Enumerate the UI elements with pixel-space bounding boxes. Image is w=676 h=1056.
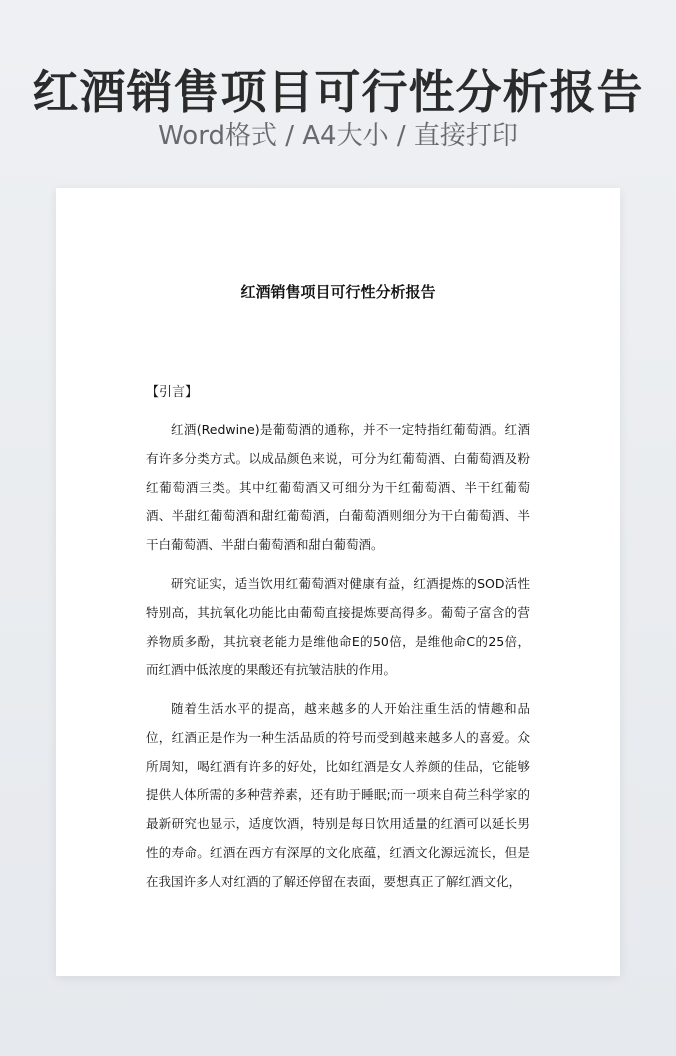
- paragraph: 随着生活水平的提高，越来越多的人开始注重生活的情趣和品位，红酒正是作为一种生活品质的符号而受到越来越多人的喜爱。众所周知，喝红酒有许多的好处，比如红酒是女人养颜的佳品，它能够提供人体所需的多种营养素，还有助于睡眠;而一项来自荷兰科学家的最新研究也显示，适度饮酒，特别是每日饮用适量的红酒可以延长男性的寿命。红酒在西方有深厚的文化底蕴，红酒文化源远流长，但是在我国许多人对红酒的了解还停留在表面，要想真正了解红酒文化，: [146, 701, 530, 889]
- paragraph: 研究证实，适当饮用红葡萄酒对健康有益，红酒提炼的SOD活性特别高，其抗氧化功能比由葡萄直接提炼要高得多。葡萄子富含的营养物质多酚，其抗衰老能力是维他命E的50倍，是维他命C的25倍，而红酒中低浓度的果酸还有抗皱洁肤的作用。: [146, 576, 530, 678]
- banner-subtitle: Word格式 / A4大小 / 直接打印: [158, 121, 518, 151]
- section-heading: 【引言】: [146, 385, 199, 400]
- document-title: 红酒销售项目可行性分析报告: [240, 283, 436, 301]
- document-page: [56, 188, 620, 976]
- paragraph: 红酒(Redwine)是葡萄酒的通称，并不一定特指红葡萄酒。红酒有许多分类方式。以成品颜色来说，可分为红葡萄酒、白葡萄酒及粉红葡萄酒三类。其中红葡萄酒又可细分为干红葡萄酒、半干红葡萄酒、半甜红葡萄酒和甜红葡萄酒，白葡萄酒则细分为干白葡萄酒、半干白葡萄酒、半甜白葡萄酒和甜白葡萄酒。: [146, 422, 530, 553]
- banner-title: 红酒销售项目可行性分析报告: [32, 65, 644, 119]
